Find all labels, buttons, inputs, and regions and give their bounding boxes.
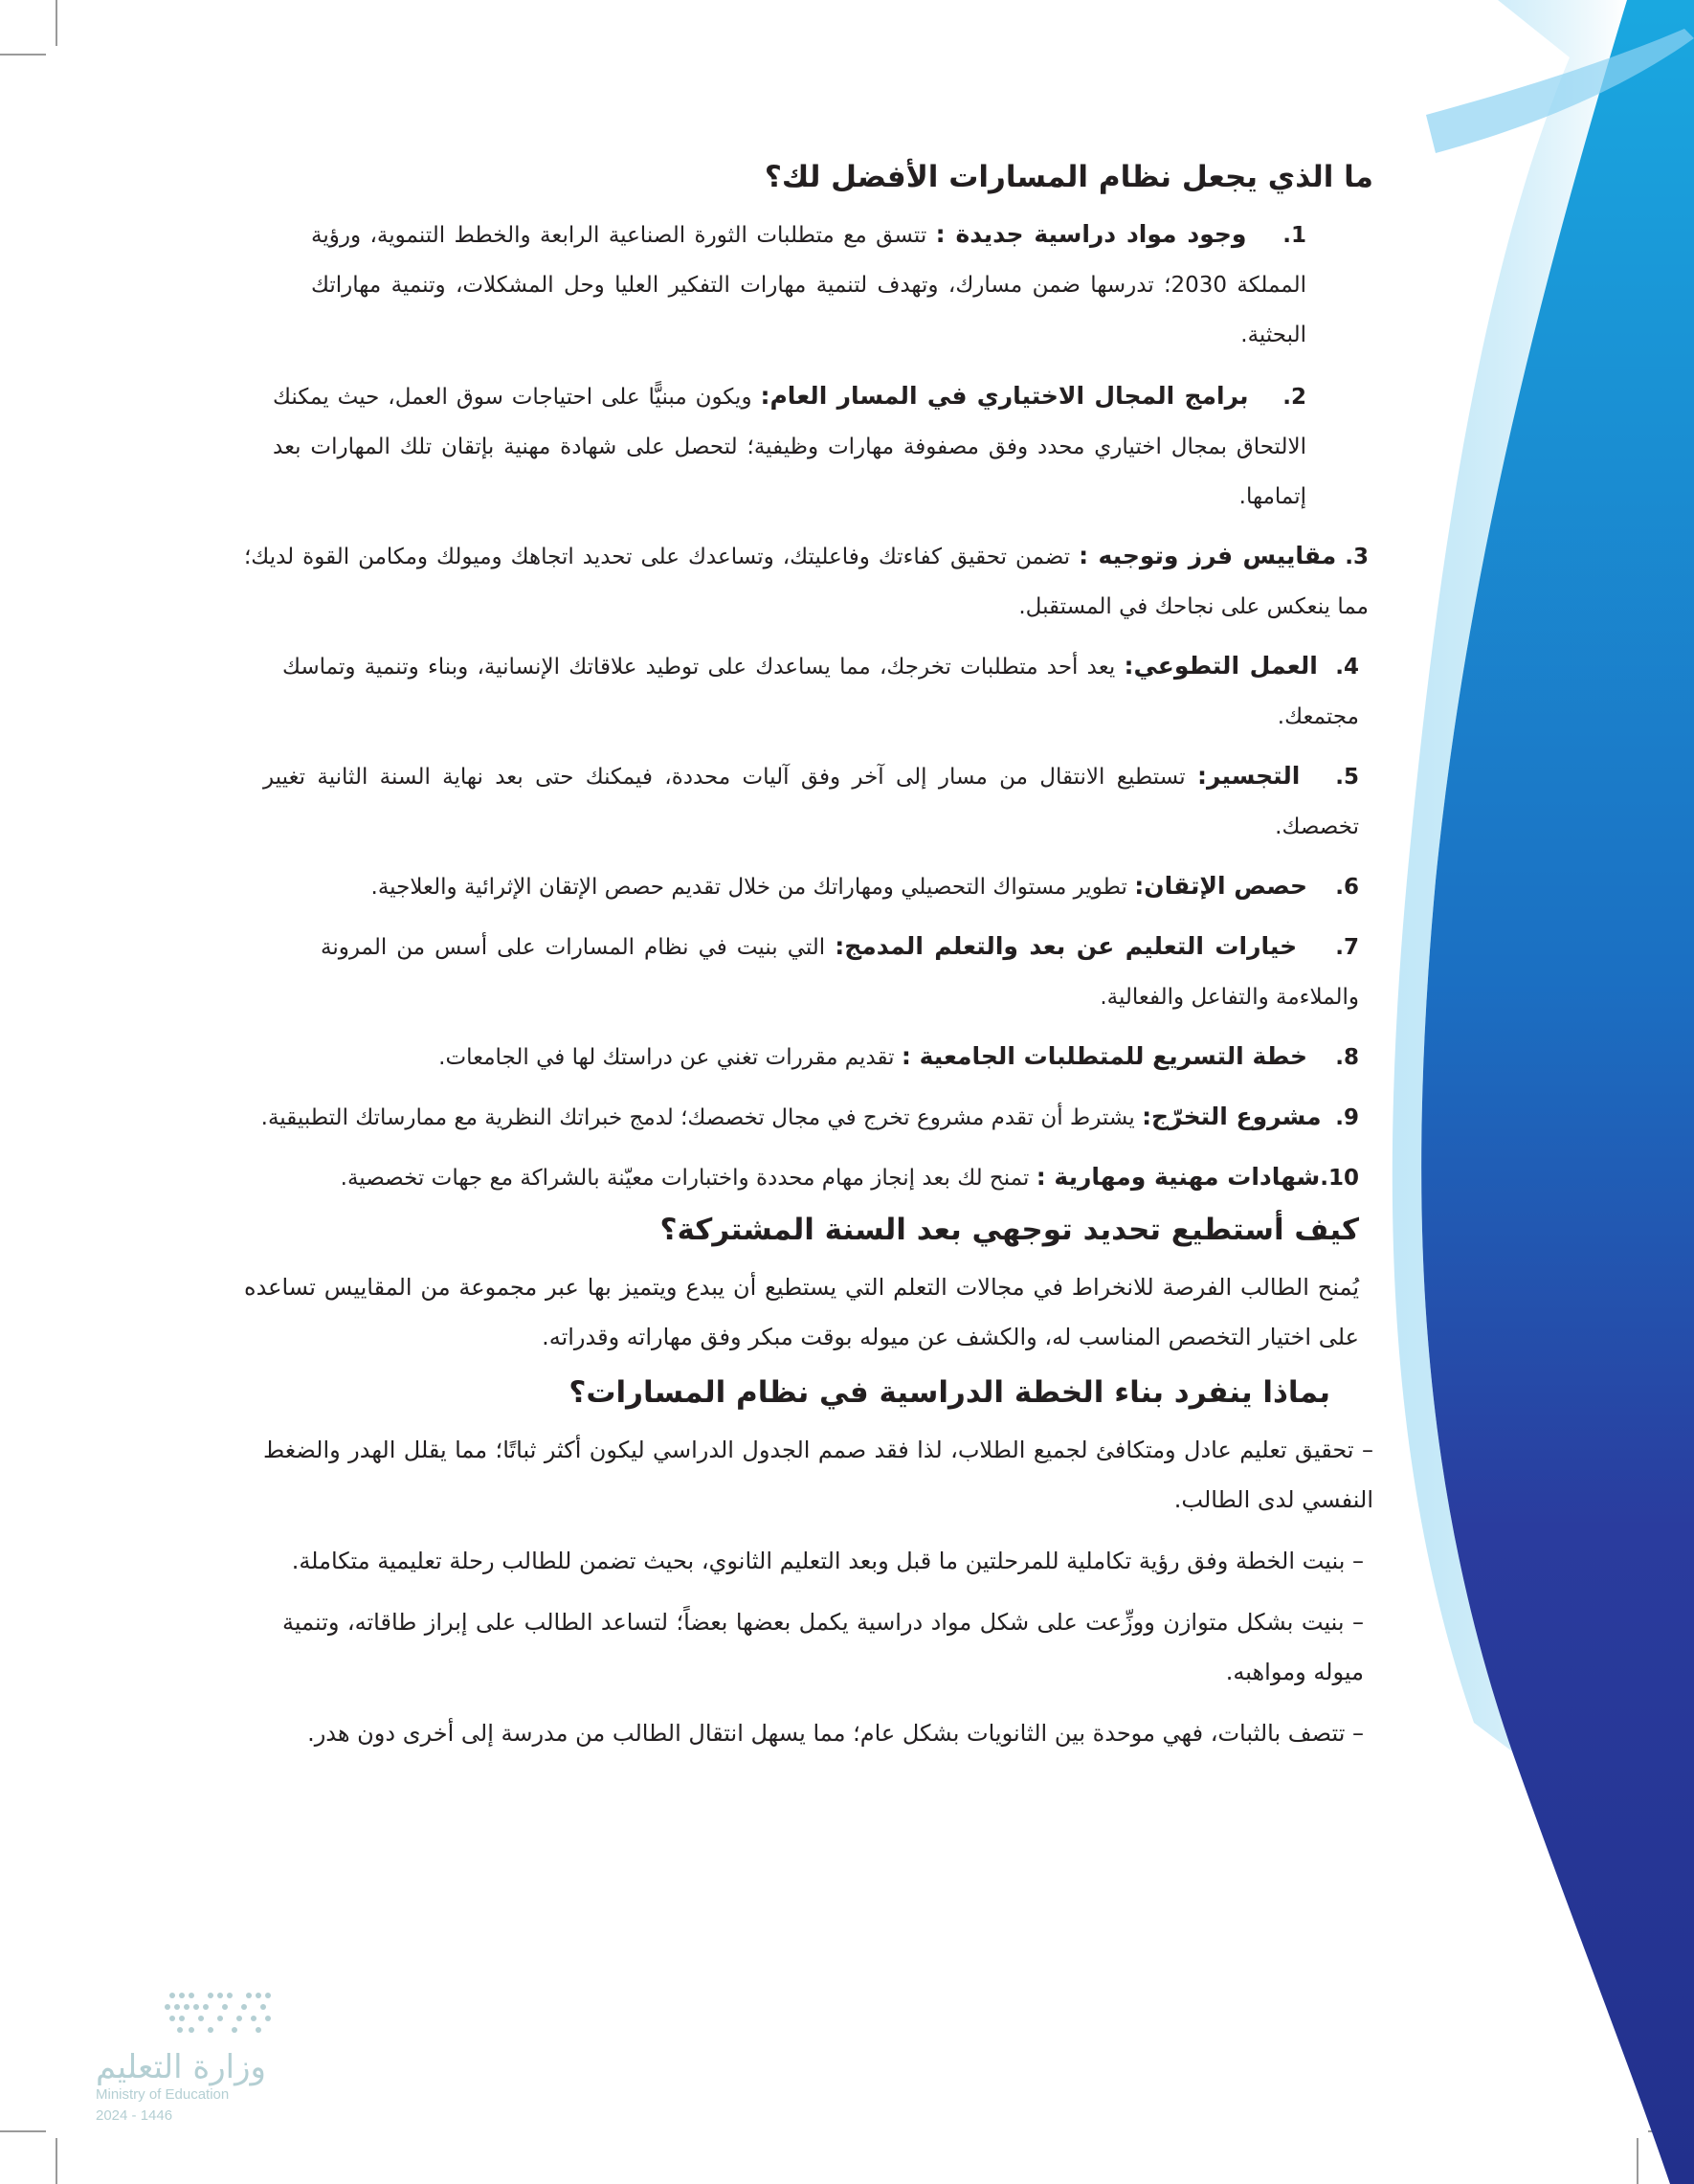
list-item	[311, 210, 1306, 360]
item-number: 6.	[1335, 875, 1359, 900]
heading-why-tracks: ما الذي يجعل نظام المسارات الأفضل لك؟	[764, 160, 1373, 194]
list-item	[282, 641, 1359, 742]
item-title: خيارات التعليم عن بعد والتعلم المدمج:	[835, 932, 1298, 960]
item-title: العمل التطوعي:	[1124, 652, 1318, 680]
item-number: 8.	[1335, 1045, 1359, 1070]
item-number: 7.	[1335, 935, 1359, 960]
bullet-item: – بنيت بشكل متوازن ووزِّعت على شكل مواد دراسية يكمل بعضها بعضاً؛ لتساعد الطالب على إبراز طاقاته، وتنمية ميوله ومواهبه.	[282, 1609, 1364, 1685]
list-item	[273, 371, 1306, 522]
item-title: مقاييس فرز وتوجيه :	[1079, 542, 1337, 569]
list-item	[321, 922, 1359, 1022]
item-number: 9.	[1335, 1105, 1359, 1130]
item-number: 1.	[1282, 223, 1306, 248]
item-number: 5.	[1335, 765, 1360, 790]
list-item	[244, 1092, 1359, 1143]
paragraph-choose-direction: يُمنح الطالب الفرصة للانخراط في مجالات التعلم التي يستطيع أن يبدع ويتميز بها عبر مجموعة من المقاييس تساعده على اختيار التخصص المناسب له، والكشف عن ميوله بوقت مبكر وفق مهاراته وقدراته.	[244, 1274, 1359, 1350]
item-number: 4.	[1335, 655, 1360, 680]
ministry-year: 2024 - 1446	[96, 2107, 173, 2124]
ministry-name-english: Ministry of Education	[96, 2086, 230, 2103]
heading-choose-direction: كيف أستطيع تحديد توجهي بعد السنة المشتركة؟	[659, 1213, 1359, 1247]
list-item	[244, 531, 1369, 632]
item-text: يشترط أن تقدم مشروع تخرج في مجال تخصصك؛ لدمج خبراتك النظرية مع ممارساتك التطبيقية.	[260, 1105, 1135, 1130]
bullet-item: – تتصف بالثبات، فهي موحدة بين الثانويات بشكل عام؛ مما يسهل انتقال الطالب من مدرسة إلى أخرى دون هدر.	[307, 1720, 1364, 1747]
bullet-item: – بنيت الخطة وفق رؤية تكاملية للمرحلتين ما قبل وبعد التعليم الثانوي، بحيث تضمن للطالب رحلة تعليمية متكاملة.	[291, 1548, 1364, 1574]
ministry-name-arabic: وزارة التعليم	[96, 2048, 266, 2086]
item-title: خطة التسريع للمتطلبات الجامعية :	[901, 1042, 1307, 1070]
list-item	[340, 861, 1359, 912]
bullet-item: – تحقيق تعليم عادل ومتكافئ لجميع الطلاب، لذا فقد صمم الجدول الدراسي ليكون أكثر ثباتًا؛ مما يقلل الهدر والضغط النفسي لدى الطالب.	[263, 1437, 1373, 1513]
heading-study-plan: بماذا ينفرد بناء الخطة الدراسية في نظام المسارات؟	[568, 1375, 1330, 1410]
item-title: برامج المجال الاختياري في المسار العام:	[760, 382, 1249, 410]
item-text: التي بنيت في نظام المسارات على أسس من المرونة والملاءمة والتفاعل والفعالية.	[321, 935, 1359, 1010]
item-title: مشروع التخرّج:	[1142, 1103, 1322, 1130]
item-text: تمنح لك بعد إنجاز مهام محددة واختبارات معيّنة بالشراكة مع جهات تخصصية.	[340, 1166, 1030, 1191]
item-number: 3.	[1345, 545, 1369, 569]
page-content	[244, 158, 1402, 1758]
item-text: تطوير مستواك التحصيلي ومهاراتك من خلال تقديم حصص الإتقان الإثرائية والعلاجية.	[370, 875, 1127, 900]
item-text: تضمن تحقيق كفاءتك وفاعليتك، وتساعدك على تحديد اتجاهك وميولك ومكامن القوة لديك؛ مما ينعكس على نجاحك في المستقبل.	[244, 545, 1369, 619]
list-item	[263, 751, 1359, 852]
item-number: 10.	[1320, 1166, 1359, 1191]
item-title: شهادات مهنية ومهارية :	[1036, 1163, 1321, 1191]
item-text: تتسق مع متطلبات الثورة الصناعية الرابعة والخطط التنموية، ورؤية المملكة 2030؛ تدرسها ضمن مسارك، وتهدف لتنمية مهارات التفكير العليا وحل المشكلات، وتنمية مهاراتك البحثية.	[311, 223, 1307, 347]
item-text: ويكون مبنيًّا على احتياجات سوق العمل، حيث يمكنك الالتحاق بمجال اختياري محدد وفق مصفوفة مهارات وظيفية؛ لتحصل على شهادة مهنية بإتقان تلك المهارات بعد إتمامها.	[273, 385, 1306, 509]
item-text: تستطيع الانتقال من مسار إلى آخر وفق آليات محددة، فيمكنك حتى بعد نهاية السنة الثانية تغيير تخصصك.	[263, 765, 1359, 839]
item-text: تقديم مقررات تغني عن دراستك لها في الجامعات.	[438, 1045, 895, 1070]
list-item	[244, 1152, 1359, 1203]
item-title: التجسير:	[1196, 762, 1301, 790]
item-number: 2.	[1282, 385, 1306, 410]
list-item	[321, 1032, 1359, 1082]
item-title: وجود مواد دراسية جديدة :	[935, 220, 1247, 248]
item-text: يعد أحد متطلبات تخرجك، مما يساعدك على توطيد علاقاتك الإنسانية، وبناء وتنمية وتماسك مجتمعك.	[282, 655, 1359, 729]
item-title: حصص الإتقان:	[1134, 872, 1307, 900]
